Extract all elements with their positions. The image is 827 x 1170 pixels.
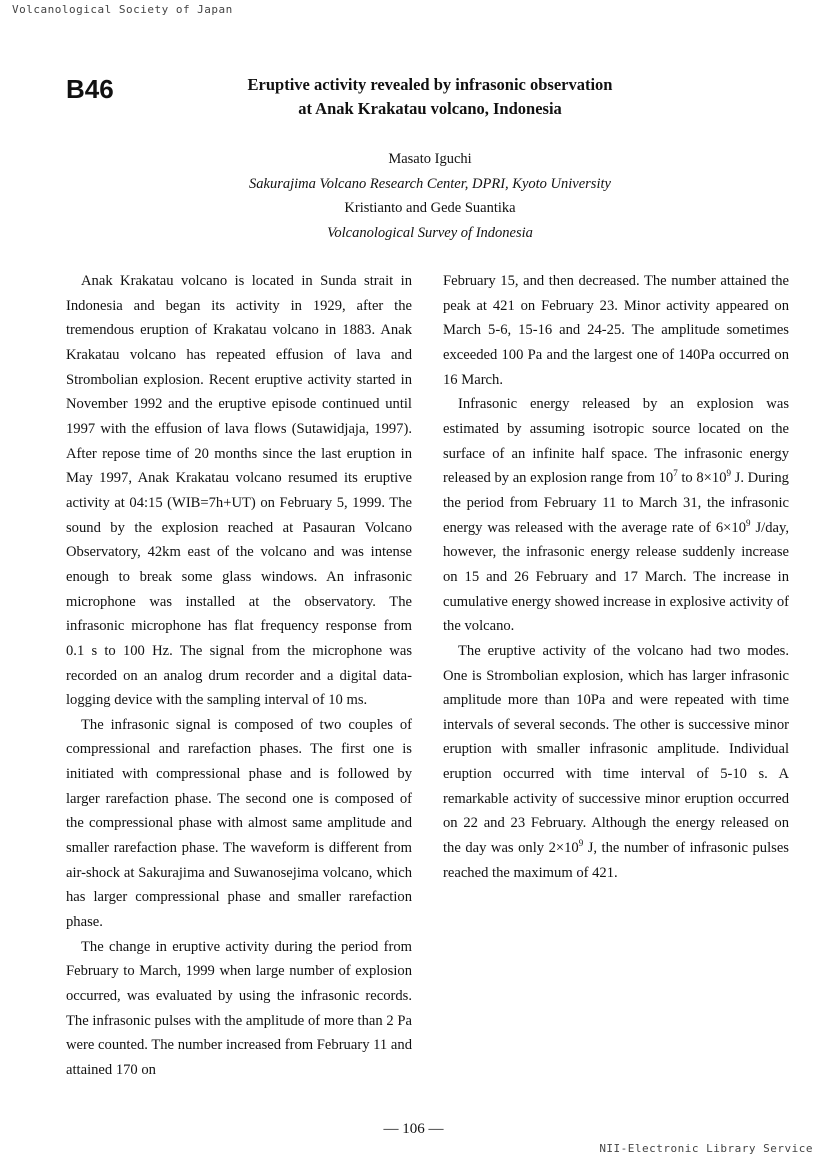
text-run: J/day, however, the infrasonic energy release suddenly increase on 15 and 26 February and 17 March. The increase in cumulative energy showed increase in explosive activity of the volcano. xyxy=(443,519,789,635)
paragraph xyxy=(443,392,789,639)
superscript: 9 xyxy=(746,517,751,528)
superscript: 9 xyxy=(578,838,584,849)
text-run: J. During the period from February 11 to March 31, the infrasonic energy was released with the average rate of 6×10 xyxy=(443,470,789,536)
footer-source-label: NII-Electronic Library Service xyxy=(599,1142,813,1155)
text-run: The eruptive activity of the volcano had two modes. One is Strombolian explosion, which has larger infrasonic amplitude more than 10Pa and were repeated with time intervals of several seconds. The other is successive minor eruption with smaller infrasonic amplitude. Individual eruption occurred with time interval of 5-10 s. A remarkable activity of successive minor eruption occurred on 22 and 23 February. Although the energy released on the day was only 2×10 xyxy=(443,642,789,857)
superscript: 7 xyxy=(673,468,678,479)
text-run: to 8×10 xyxy=(677,470,727,487)
paragraph xyxy=(443,639,789,886)
superscript: 9 xyxy=(726,468,731,479)
author-block xyxy=(150,147,710,246)
title-line-2: at Anak Krakatau volcano, Indonesia xyxy=(298,99,562,118)
body-column-left xyxy=(66,269,412,1083)
page-number: — 106 — xyxy=(383,1121,444,1137)
body-column-right xyxy=(443,269,789,885)
author-names-1: Masato Iguchi xyxy=(388,151,472,167)
paragraph: Anak Krakatau volcano is located in Sunda strait in Indonesia and began its activity in 1929, after the tremendous eruption of Krakatau volcano in 1883. Anak Krakatau volcano has repeated effusion of lava and Strombolian explosion. Recent eruptive activity started in November 1992 and the eruptive episode continued until 1997 with the effusion of lava flows (Sutawidjaja, 1997). After repose time of 20 months since the last eruption in May 1997, Anak Krakatau volcano resumed its eruptive activity at 04:15 (WIB=7h+UT) on February 5, 1999. The sound by the explosion reached at Pasauran Volcano Observatory, 42km east of the volcano and was intense enough to break some glass windows. An infrasonic microphone was installed at the observatory. The infrasonic microphone has flat frequency response from 0.1 s to 100 Hz. The signal from the microphone was recorded on an analog drum recorder and a digital data-logging device with the sampling interval of 10 ms. xyxy=(66,273,412,709)
author-names-2: Kristianto and Gede Suantika xyxy=(344,200,516,217)
title-line-1: Eruptive activity revealed by infrasonic observation xyxy=(247,75,613,94)
author-affiliation-1: Sakurajima Volcano Research Center, DPRI, Kyoto University xyxy=(249,175,611,192)
paragraph: The infrasonic signal is composed of two couples of compressional and rarefaction phases. The first one is initiated with compressional phase and is followed by larger rarefaction phase. The second one is composed of the compressional phase with almost same amplitude and smaller rarefaction phase. The waveform is different from air-shock at Sakurajima and Suwanosejima volcano, which has larger compressional phase and smaller rarefaction phase. xyxy=(66,716,412,931)
paper-title xyxy=(150,73,710,121)
header-source-label: Volcanological Society of Japan xyxy=(12,3,233,16)
author-affiliation-2: Volcanological Survey of Indonesia xyxy=(327,225,533,242)
paragraph: February 15, and then decreased. The number attained the peak at 421 on February 23. Minor activity appeared on March 5-6, 15-16 and 24-25. The amplitude sometimes exceeded 100 Pa and the largest one of 140Pa occurred on 16 March. xyxy=(443,273,789,388)
paper-code: B46 xyxy=(66,74,114,104)
paragraph: The change in eruptive activity during the period from February to March, 1999 when large number of explosion occurred, was evaluated by using the infrasonic records. The infrasonic pulses with the amplitude of more than 2 Pa were counted. The number increased from February 11 and attained 170 on xyxy=(66,938,412,1078)
text-run: Infrasonic energy released by an explosion was estimated by assuming isotropic source located on the surface of an infinite half space. The infrasonic energy released by an explosion range from 10 xyxy=(443,396,789,487)
text-run: J, the number of infrasonic pulses reached the maximum of 421. xyxy=(443,840,789,881)
